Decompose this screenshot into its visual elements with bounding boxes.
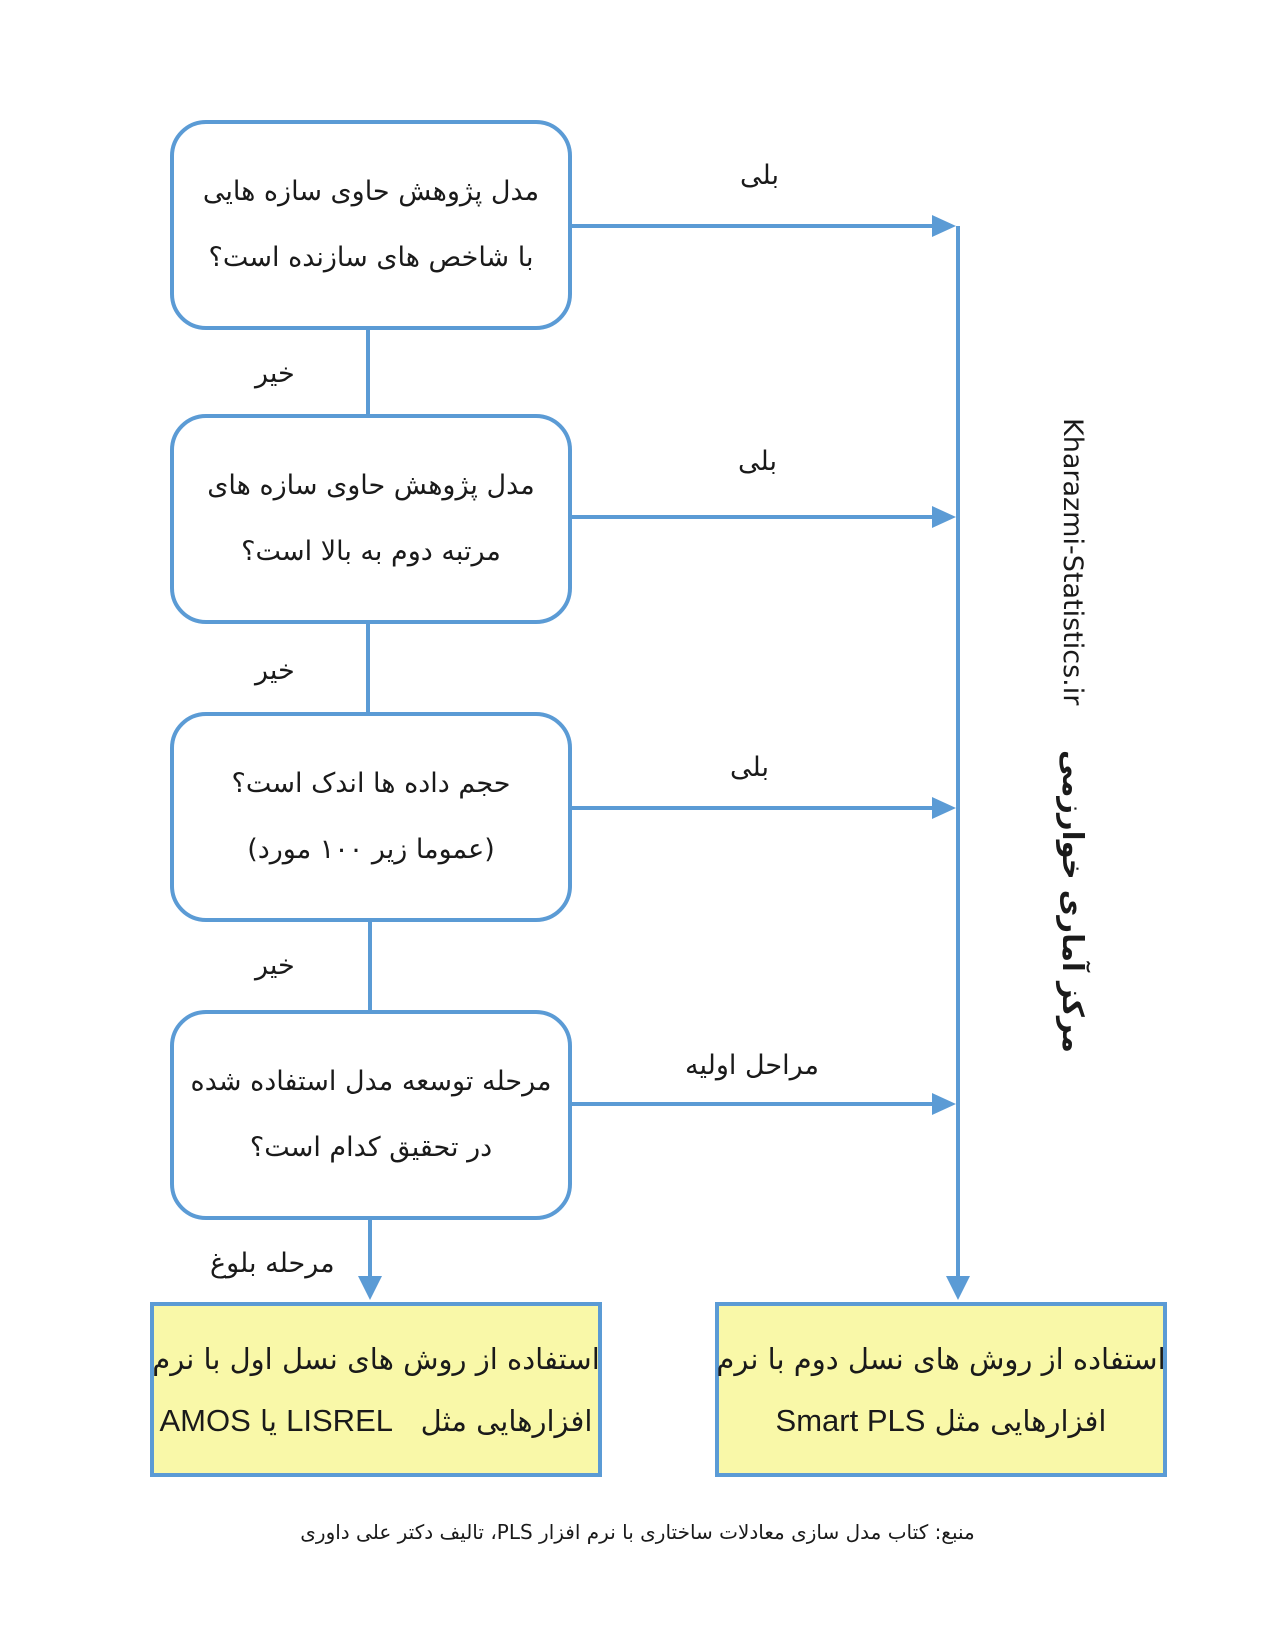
question-text: در تحقیق کدام است؟ [249, 1132, 493, 1163]
label-no: خیر [255, 358, 295, 389]
software-lisrel: LISREL [286, 1402, 393, 1438]
question-text: (عموما زیر ۱۰۰ مورد) [247, 834, 495, 865]
software-smart-pls: Smart PLS [775, 1402, 926, 1438]
arrowhead-yes [932, 506, 956, 528]
source-caption: منبع: کتاب مدل سازی معادلات ساختاری با نرم افزار PLS، تالیف دکتر علی داوری [300, 1520, 975, 1544]
label-mature-stage: مرحله بلوغ [210, 1248, 335, 1279]
result-prefix: افزارهایی مثل [934, 1403, 1107, 1438]
result-text-line2 [776, 1390, 1107, 1452]
question-text: مرحله توسعه مدل استفاده شده [190, 1066, 552, 1097]
arrowhead-yes [932, 215, 956, 237]
question-text: حجم داده ها اندک است؟ [231, 768, 511, 799]
result-prefix: افزارهایی مثل [420, 1403, 593, 1438]
question-text: با شاخص های سازنده است؟ [208, 242, 534, 273]
arrowhead-to-first-generation [358, 1276, 382, 1300]
label-yes: بلی [730, 752, 769, 783]
label-no: خیر [255, 950, 295, 981]
watermark-center-name: مرکز آماری خوارزمی [1056, 750, 1090, 1053]
watermark-site: Kharazmi-Statistics.ir [1057, 418, 1088, 706]
question-text: مدل پژوهش حاوی سازه هایی [202, 176, 540, 207]
result-box-first-generation [150, 1302, 602, 1477]
result-text: استفاده از روش های نسل اول با نرم [152, 1341, 600, 1376]
label-yes: بلی [738, 446, 777, 477]
software-amos: AMOS [159, 1402, 251, 1438]
question-text: مرتبه دوم به بالا است؟ [241, 536, 501, 567]
label-yes: بلی [740, 160, 779, 191]
result-connector: یا [260, 1403, 277, 1438]
arrowhead-to-second-generation [946, 1276, 970, 1300]
arrowhead-yes [932, 797, 956, 819]
question-box-development-stage [170, 1010, 572, 1220]
question-box-formative-indicators [170, 120, 572, 330]
result-box-second-generation [715, 1302, 1167, 1477]
question-box-small-sample [170, 712, 572, 922]
result-text: استفاده از روش های نسل دوم با نرم [716, 1341, 1166, 1376]
label-early-stages: مراحل اولیه [685, 1050, 819, 1081]
label-no: خیر [255, 655, 295, 686]
arrowhead-yes [932, 1093, 956, 1115]
result-text-line2 [160, 1390, 593, 1452]
question-box-higher-order-constructs [170, 414, 572, 624]
question-text: مدل پژوهش حاوی سازه های [207, 470, 535, 501]
